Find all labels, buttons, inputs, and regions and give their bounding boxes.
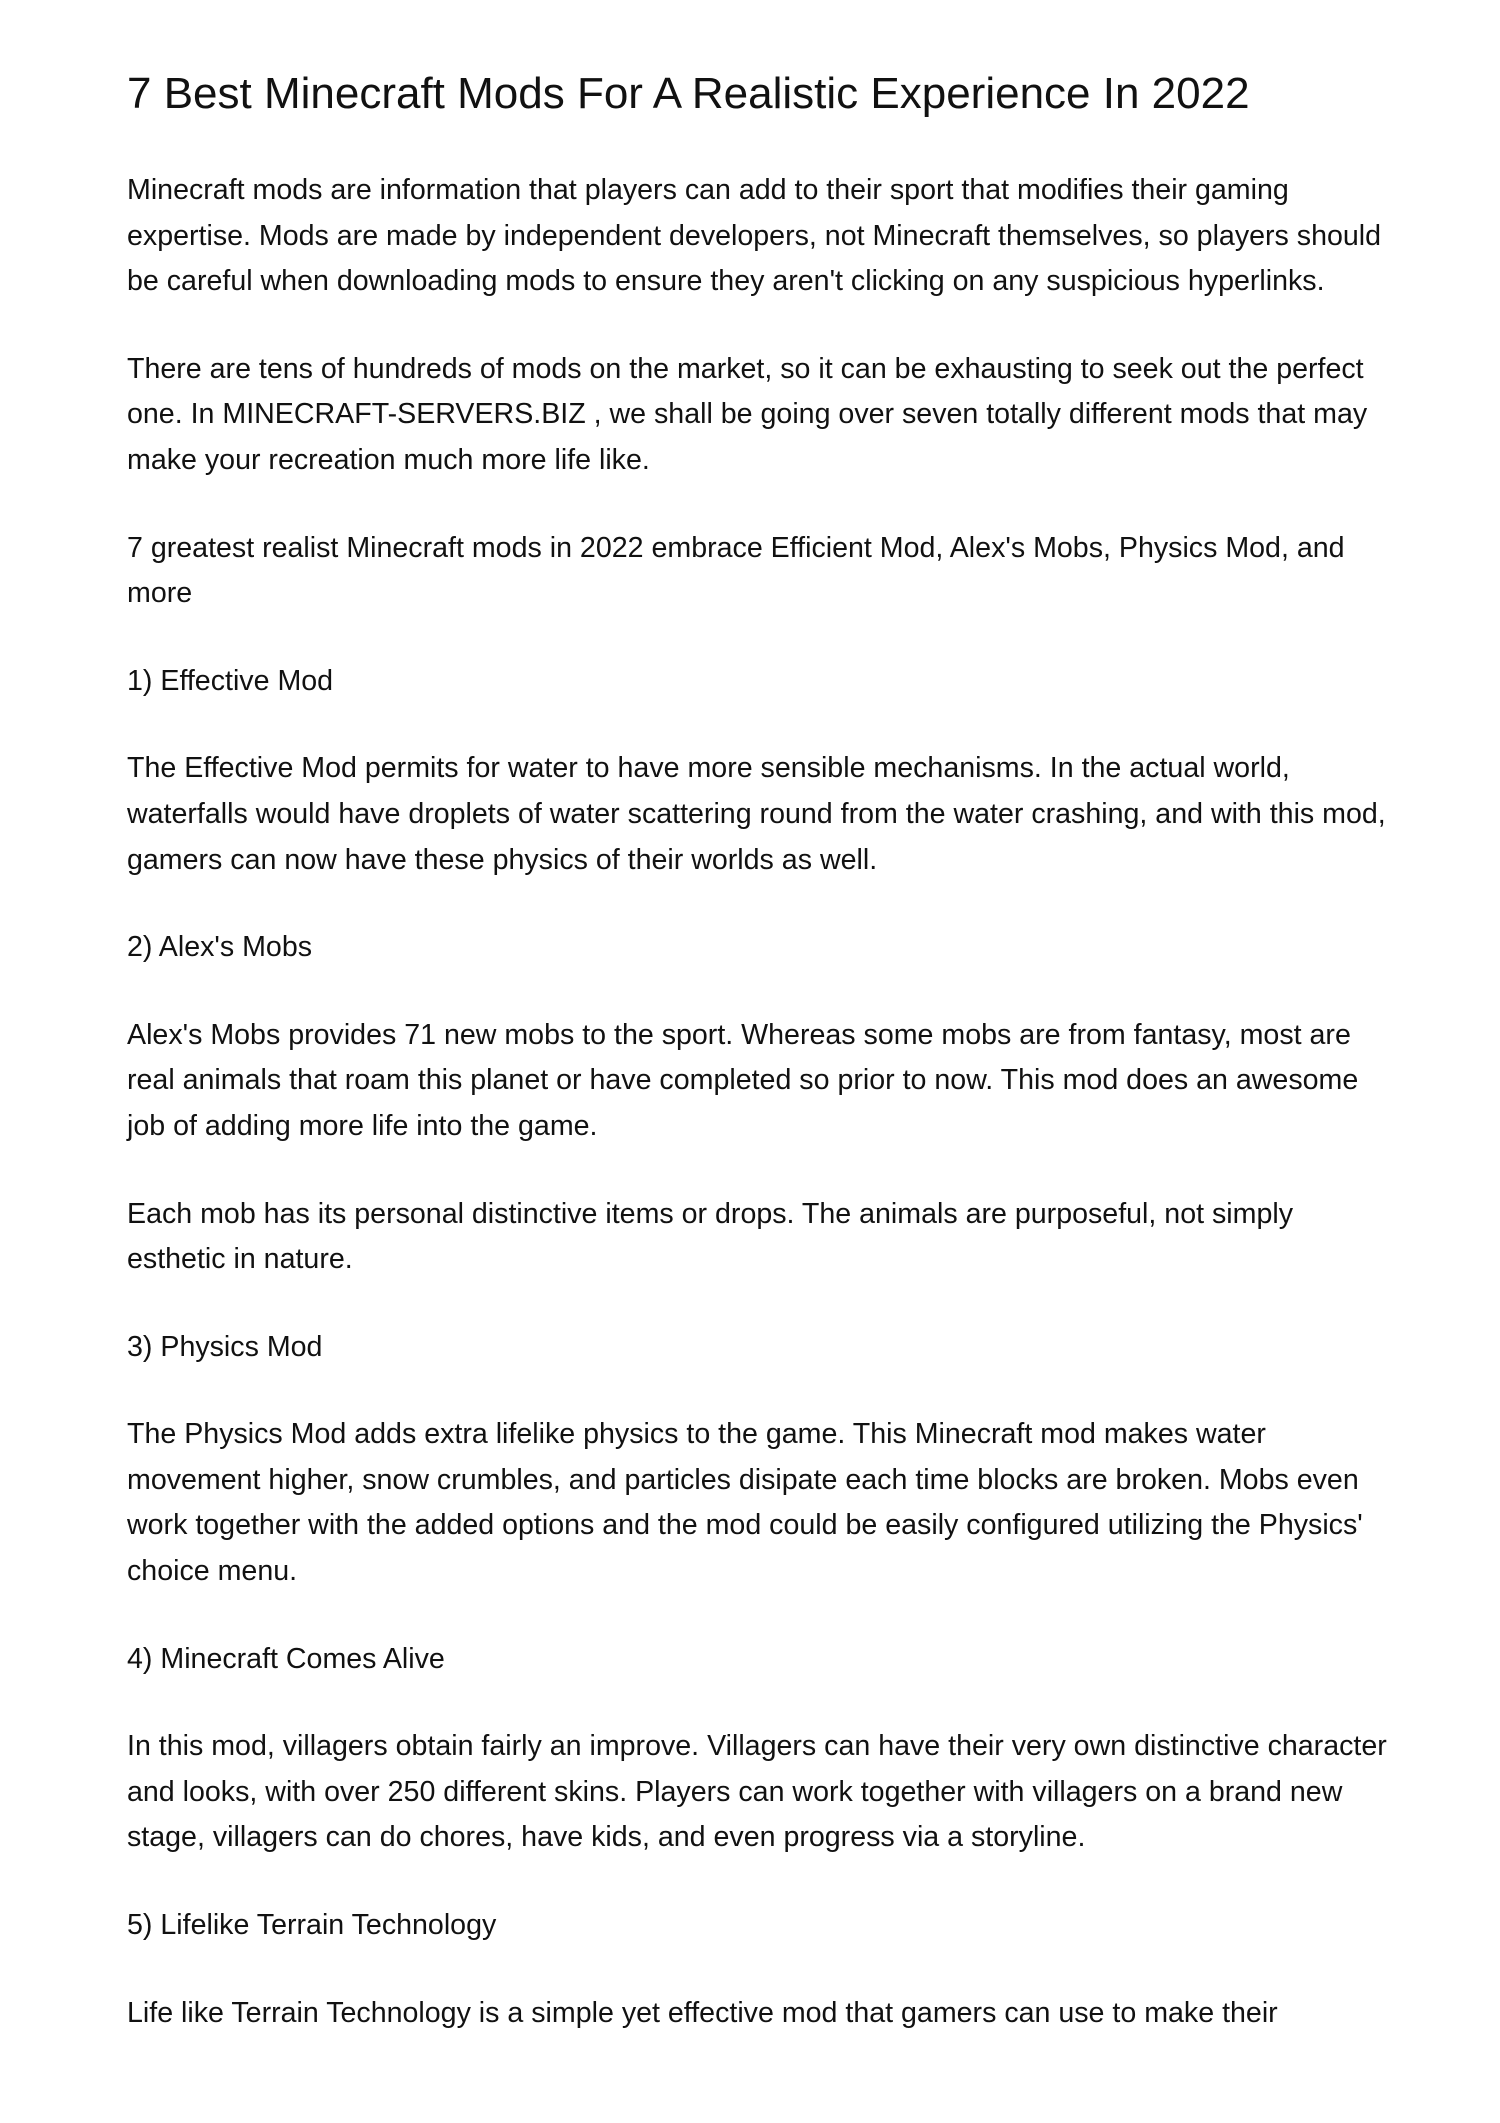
minecraft-comes-alive-paragraph: In this mod, villagers obtain fairly an improve. Villagers can have their very own distinctive character and looks, with over 250 different skins. Players can work together with villagers on a brand new stage, villagers can do chores, have kids, and even progress via a storyline. xyxy=(127,1730,1387,1854)
section-heading-alexs-mobs: 2) Alex's Mobs xyxy=(127,931,313,964)
document-body xyxy=(127,168,1389,2078)
section-heading-lifelike-terrain: 5) Lifelike Terrain Technology xyxy=(127,1909,497,1942)
alexs-mobs-paragraph-2: Each mob has its personal distinctive items or drops. The animals are purposeful, not simply esthetic in nature. xyxy=(127,1197,1294,1276)
summary-paragraph: 7 greatest realist Minecraft mods in 2022 embrace Efficient Mod, Alex's Mobs, Physics Mod, and more xyxy=(127,531,1345,610)
physics-mod-paragraph: The Physics Mod adds extra lifelike physics to the game. This Minecraft mod makes water movement higher, snow crumbles, and particles disipate each time blocks are broken. Mobs even work together with the added options and the mod could be easily configured utilizing the Physics' choice menu. xyxy=(127,1418,1363,1588)
section-heading-effective-mod: 1) Effective Mod xyxy=(127,664,334,697)
lifelike-terrain-paragraph: Life like Terrain Technology is a simple yet effective mod that gamers can use to make their xyxy=(127,1996,1278,2029)
section-heading-physics-mod: 3) Physics Mod xyxy=(127,1330,323,1363)
alexs-mobs-paragraph-1: Alex's Mobs provides 71 new mobs to the sport. Whereas some mobs are from fantasy, most are real animals that roam this planet or have completed so prior to now. This mod does an awesome job of adding more life into the game. xyxy=(127,1018,1359,1142)
document-title: 7 Best Minecraft Mods For A Realistic Experience In 2022 xyxy=(127,69,1250,118)
effective-mod-paragraph: The Effective Mod permits for water to have more sensible mechanisms. In the actual world, waterfalls would have droplets of water scattering round from the water crashing, and with this mod, gamers can now have these physics of their worlds as well. xyxy=(127,752,1386,876)
overview-paragraph: There are tens of hundreds of mods on the market, so it can be exhausting to seek out the perfect one. In MINECRAFT-SERVERS.BIZ , we shall be going over seven totally different mods that may make your recreation much more life like. xyxy=(127,352,1368,476)
intro-paragraph: Minecraft mods are information that players can add to their sport that modifies their gaming expertise. Mods are made by independent developers, not Minecraft themselves, so players should be careful when downloading mods to ensure they aren't clicking on any suspicious hyperlinks. xyxy=(127,174,1382,298)
section-heading-minecraft-comes-alive: 4) Minecraft Comes Alive xyxy=(127,1642,445,1675)
